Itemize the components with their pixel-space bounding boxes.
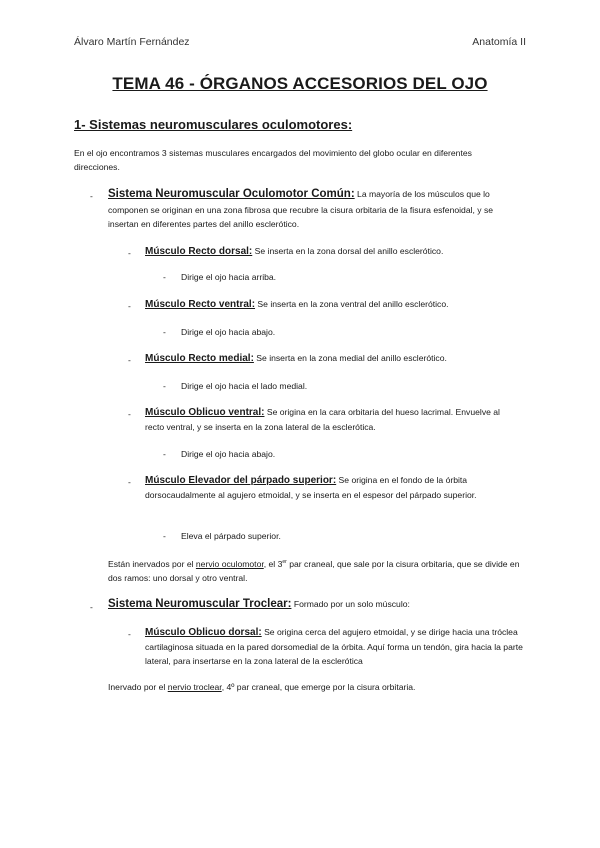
muscle5-block [145, 473, 520, 502]
innervation2-post: , 4º par craneal, que emerge por la cisura orbitaria. [221, 682, 416, 692]
system2-innervation [108, 680, 528, 694]
muscle2-name: Músculo Recto ventral: [145, 299, 256, 310]
muscle5-dash: - [128, 477, 131, 487]
section-heading: 1- Sistemas neuromusculares oculomotores: [74, 117, 353, 132]
muscle6-dash: - [128, 629, 131, 639]
muscle1-desc: Se inserta en la zona dorsal del anillo esclerótico. [252, 246, 444, 256]
innervation1-post: par craneal, que sale por la cisura orbitaria, que se divide en dos ramos: uno dorsal y otro ventral. [108, 558, 520, 583]
muscle1-dash: - [128, 248, 131, 258]
intro-paragraph: En el ojo encontramos 3 sistemas musculares encargados del movimiento del globo ocular en diferentes direcciones. [74, 148, 472, 172]
muscle3-action-dash: - [163, 381, 166, 391]
muscle1-action: Dirige el ojo hacia arriba. [181, 272, 277, 282]
muscle3-desc: Se inserta en la zona medial del anillo esclerótico. [253, 353, 447, 363]
muscle6-block [145, 625, 523, 668]
innervation2-pre: Inervado por el [108, 682, 168, 692]
system1-block [108, 187, 528, 201]
system1-desc-line1: La mayoría de los músculos que lo [354, 189, 490, 199]
muscle4-desc: Se origina en la cara orbitaria del hueso lacrimal. Envuelve al recto ventral, y se inserta en la zona lateral de la esclerótica. [145, 407, 500, 432]
muscle5-action-dash: - [163, 531, 166, 541]
muscle4-dash: - [128, 409, 131, 419]
muscle1-block [145, 244, 525, 259]
muscle2-block [145, 297, 525, 312]
system2-block [108, 597, 528, 611]
muscle4-action: Dirige el ojo hacia abajo. [181, 449, 276, 459]
system2-desc: Formado por un solo músculo: [291, 599, 410, 609]
innervation1-sup: er [282, 559, 287, 565]
muscle1-action-dash: - [163, 272, 166, 282]
header-subject: Anatomía II [472, 36, 526, 48]
system2-dash: - [90, 602, 93, 612]
innervation1-num: , el 3 [263, 558, 283, 569]
muscle2-action-dash: - [163, 327, 166, 337]
muscle3-block [145, 351, 525, 366]
muscle3-action: Dirige el ojo hacia el lado medial. [181, 381, 308, 391]
muscle5-action: Eleva el párpado superior. [181, 531, 281, 541]
muscle4-action-dash: - [163, 449, 166, 459]
muscle1-name: Músculo Recto dorsal: [145, 246, 253, 257]
system1-innervation [108, 555, 528, 585]
system1-dash: - [90, 191, 93, 201]
muscle5-desc: Se origina en el fondo de la órbita dorsocaudalmente al agujero etmoidal, y se inserta en el espesor del párpado superior. [145, 475, 477, 500]
system1-desc: componen se originan en una zona fibrosa que recubre la cisura orbitaria de la fisura esfenoidal, y se insertan en diferentes partes del anillo esclerótico. [108, 205, 494, 229]
muscle6-name: Músculo Oblicuo dorsal: [145, 627, 262, 638]
nervio-oculomotor: nervio oculomotor [195, 558, 264, 569]
muscle4-block [145, 405, 510, 434]
muscle2-desc: Se inserta en la zona ventral del anillo esclerótico. [255, 299, 449, 309]
nervio-troclear: nervio troclear [167, 682, 222, 692]
page-title: TEMA 46 - ÓRGANOS ACCESORIOS DEL OJO [112, 74, 488, 93]
muscle3-name: Músculo Recto medial: [145, 353, 254, 364]
muscle2-action: Dirige el ojo hacia abajo. [181, 327, 276, 337]
muscle2-dash: - [128, 301, 131, 311]
innervation1-pre: Están inervados por el [108, 558, 196, 569]
muscle5-name: Músculo Elevador del párpado superior: [145, 475, 337, 486]
muscle3-dash: - [128, 355, 131, 365]
system2-name: Sistema Neuromuscular Troclear: [108, 598, 292, 610]
muscle4-name: Músculo Oblicuo ventral: [145, 407, 265, 418]
system1-name: Sistema Neuromuscular Oculomotor Común: [108, 188, 355, 200]
muscle6-desc: Se origina cerca del agujero etmoidal, y se dirige hacia una tróclea cartilaginosa situada en la pared dorsomedial de la órbita. Aquí forma un tendón, gira hacia la parte lateral, para insertarse en la zona lateral de la esclerótica [145, 627, 523, 666]
header-author: Álvaro Martín Fernández [74, 36, 190, 48]
